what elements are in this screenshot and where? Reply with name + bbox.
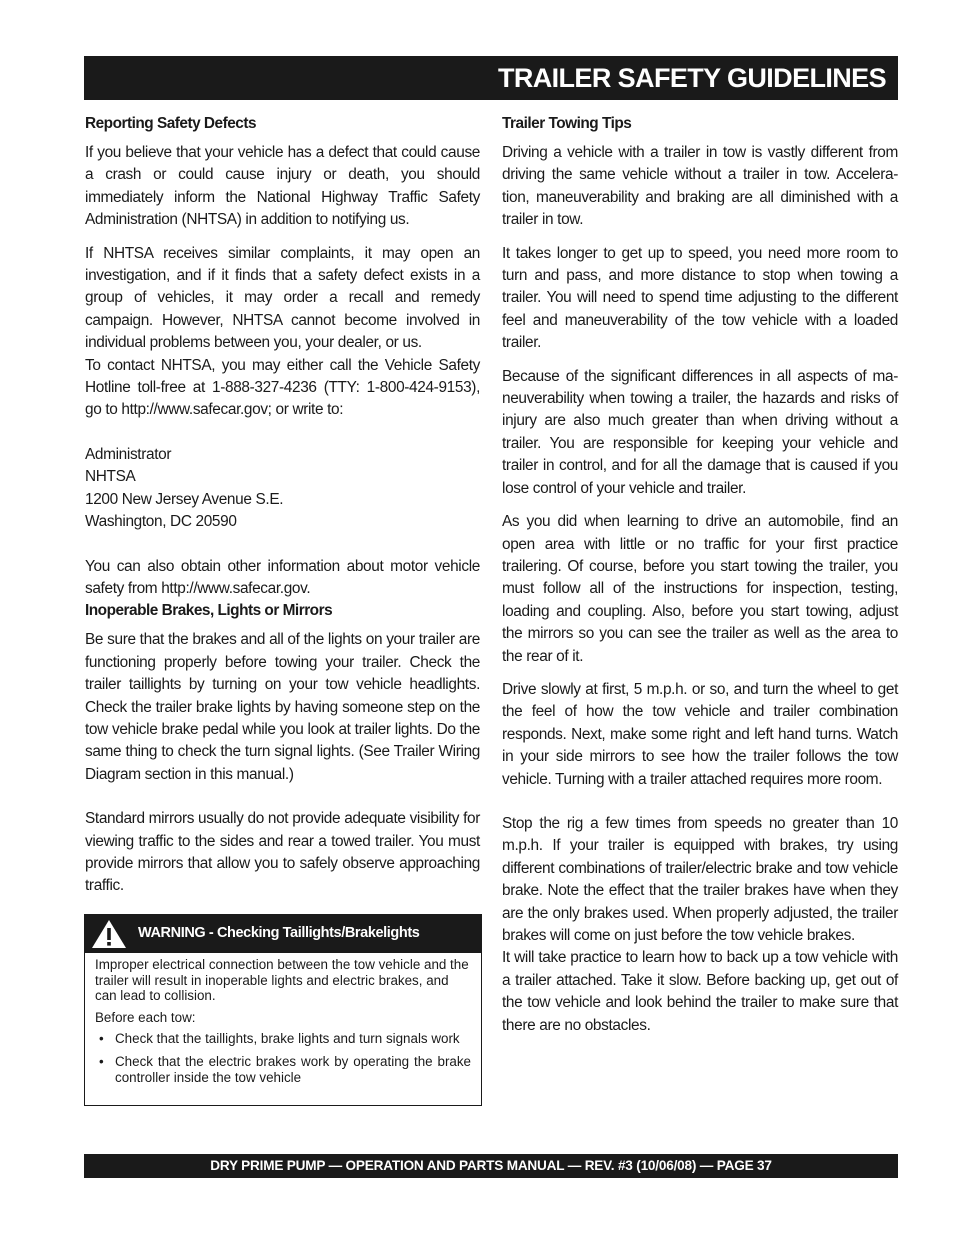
reporting-paragraph-2: If NHTSA receives similar complaints, it may open an investigation, and if it finds that a safety defect exists in a group of vehicles, it may order a recall and remedy campaign. However, NHTSA cannot become involved in individual problems between you, your dealer, or us.	[85, 244, 480, 352]
brakes-heading: Inoperable Brakes, Lights or Mirrors	[85, 602, 333, 620]
brakes-paragraph-2: Standard mirrors usually do not provide adequate visibility for viewing traffic to the sides and rear a towed trailer. You must provide mirrors that allow you to safely observe approaching traffic.	[85, 810, 480, 895]
tips-paragraph-1: Driving a vehicle with a trailer in tow is vastly different from driving the same vehicle without a trailer in tow. Accelera-tion, maneuverability and braking are all diminished with a trailer in tow.	[502, 144, 898, 229]
warning-body	[85, 953, 481, 1085]
footer-text: DRY PRIME PUMP — OPERATION AND PARTS MANUAL — REV. #3 (10/06/08) — PAGE 37	[210, 1158, 772, 1173]
list-item	[95, 1054, 471, 1085]
page-title: TRAILER SAFETY GUIDELINES	[497, 63, 886, 93]
left-column	[85, 113, 480, 898]
tips-paragraph-4: As you did when learning to drive an automobile, find an open area with little or no traffic for your first practice trailering. Of course, before you start towing the trailer, you must follow all of the instructions for inspection, testing, loading and coupling. Also, before you start towing, adjust the mirrors so you can see the trailer as well as the area to the rear of it.	[502, 513, 898, 665]
tips-paragraph-5: Drive slowly at first, 5 m.p.h. or so, and turn the wheel to get the feel of how the tow vehicle and trailer combination responds. Next, make some right and left hand turns. Watch in your side mirrors to see how the trailer follows the tow vehicle. Turning with a trailer attached requires more room.	[502, 680, 898, 788]
bullet-icon: •	[99, 1031, 104, 1047]
address-line: Administrator	[85, 445, 172, 463]
warning-header	[85, 915, 481, 953]
tips-paragraph-7: It will take practice to learn how to back up a tow vehicle with a trailer attached. Take it slow. Before backing up, get out of the tow vehicle and look behind the trailer to make sure that there are no obstacles.	[502, 949, 898, 1034]
warning-text: Improper electrical connection between the tow vehicle and the trailer will result in inoperable lights and electric brakes, and can lead to collision.	[95, 957, 469, 1004]
warning-title: WARNING - Checking Taillights/Brakelights	[138, 925, 420, 941]
reporting-paragraph-3: To contact NHTSA, you may either call the Vehicle Safety Hotline toll-free at 1-888-327-4236 (TTY: 1-800-424-9153), go to http://www.safecar.gov; or write to:	[85, 356, 480, 419]
page-header-bar	[84, 56, 898, 100]
address-line: 1200 New Jersey Avenue S.E.	[85, 490, 284, 508]
warning-box	[84, 914, 482, 1106]
brakes-paragraph-1: Be sure that the brakes and all of the lights on your trailer are functioning properly before towing your trailer. Check the trailer taillights by turning on your tow vehicle headlights. Check the trailer brake lights by having someone step on the tow vehicle brake pedal while you look at trailer lights. Do the same thing to check the turn signal lights. (See Trailer Wiring Diagram section in this manual.)	[85, 631, 480, 783]
list-item-text: Check that the taillights, brake lights and turn signals work	[115, 1031, 460, 1047]
address-line: NHTSA	[85, 468, 136, 486]
reporting-paragraph-1: If you believe that your vehicle has a defect that could cause a crash or could cause injury or death, you should immediately inform the National Highway Traffic Safety Administration (NHTSA) in addition to notifying us.	[85, 144, 480, 229]
warning-triangle-icon	[91, 919, 127, 949]
reporting-paragraph-4: You can also obtain other information about motor vehicle safety from http://www.safecar.gov.	[85, 557, 480, 597]
right-column	[502, 113, 898, 1037]
address-line: Washington, DC 20590	[85, 513, 237, 531]
tips-paragraph-3: Because of the significant differences in all aspects of ma-neuverability when towing a trailer, the hazards and risks of injury are also much greater than when driving without a trailer. You are responsible for keeping your vehicle and trailer in control, and for all the damage that is caused if you lose control of your vehicle and trailer.	[502, 367, 898, 497]
warning-checklist	[95, 1031, 471, 1085]
list-item	[95, 1031, 471, 1047]
reporting-heading: Reporting Safety Defects	[85, 115, 257, 132]
list-item-text: Check that the electric brakes work by operating the brake controller inside the tow vehicle	[115, 1053, 471, 1085]
tips-paragraph-6: Stop the rig a few times from speeds no greater than 10 m.p.h. If your trailer is equipped with brakes, try using different combinations of trailer/electric brake and tow vehicle brake. Note the effect that the trailer brakes have when they are the only brakes used. When properly adjusted, the trailer brakes will come on just before the tow vehicle brakes.	[502, 814, 898, 944]
bullet-icon: •	[99, 1053, 104, 1069]
page-footer-bar	[84, 1154, 898, 1178]
tips-heading: Trailer Towing Tips	[502, 115, 632, 132]
tips-paragraph-2: It takes longer to get up to speed, you need more room to turn and pass, and more distance to stop when towing a trailer. You will need to spend time adjusting to the different feel and maneuverability of the tow vehicle with a loaded trailer.	[502, 244, 898, 352]
warning-before-each-tow: Before each tow:	[95, 1009, 196, 1025]
nhtsa-address	[85, 444, 480, 534]
